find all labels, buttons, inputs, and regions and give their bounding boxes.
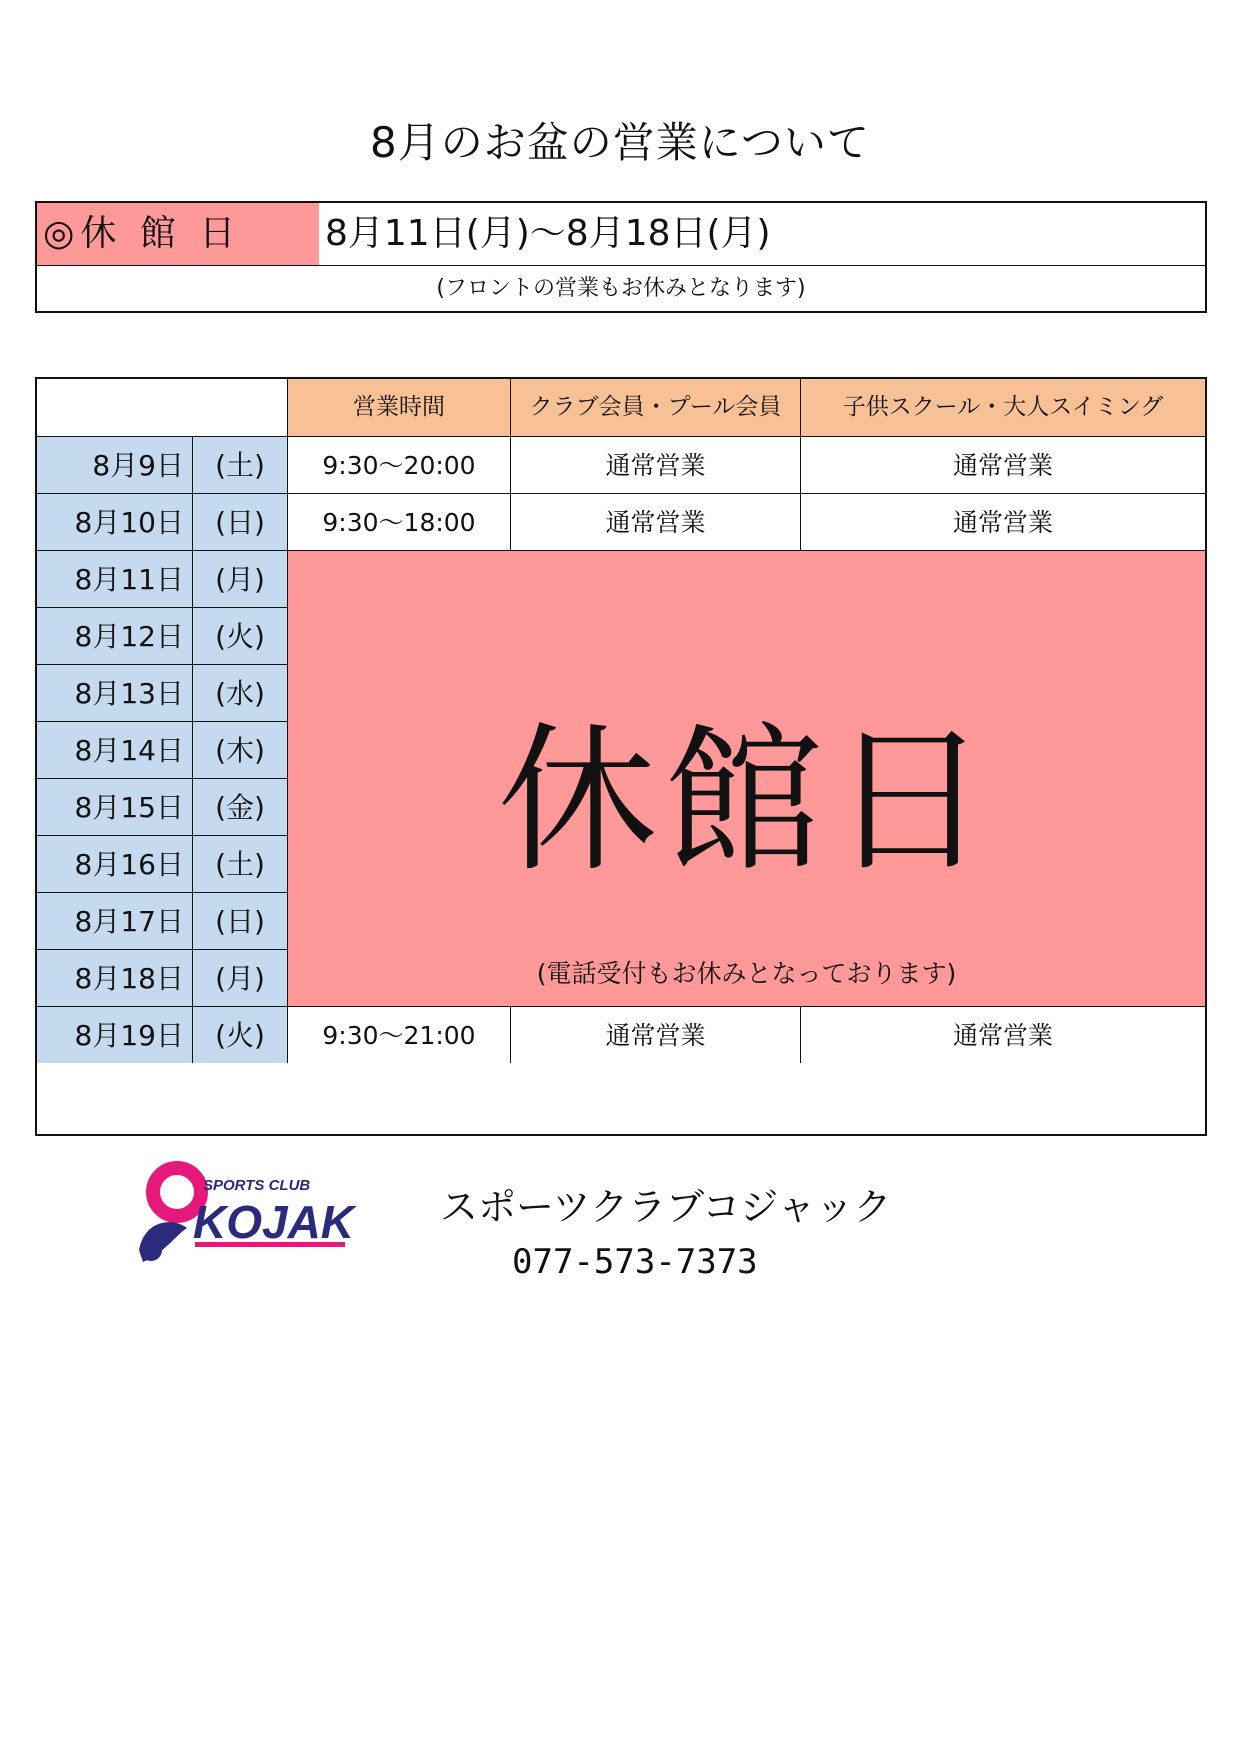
- weekday-cell: (月): [192, 949, 287, 1006]
- school-status-cell: 通常営業: [800, 436, 1205, 493]
- weekday-cell: (日): [192, 493, 287, 550]
- kojak-logo: [135, 1158, 375, 1270]
- date-cell: 8月14日: [37, 721, 192, 778]
- weekday-cell: (木): [192, 721, 287, 778]
- club-phone: 077-573-7373: [512, 1242, 758, 1282]
- schedule-table: [35, 377, 1207, 1136]
- closure-summary-box: [35, 201, 1207, 313]
- header-2: クラブ会員・プール会員: [510, 379, 800, 436]
- club-status-cell: 通常営業: [510, 436, 800, 493]
- weekday-cell: (月): [192, 550, 287, 607]
- closure-summary-row: [37, 203, 1205, 266]
- table-corner-cell: [37, 379, 287, 436]
- closed-note: (電話受付もお休みとなっております): [536, 959, 957, 988]
- date-cell: 8月16日: [37, 835, 192, 892]
- logo-small-text: SPORTS CLUB: [203, 1177, 311, 1194]
- club-status-cell: 通常営業: [510, 1006, 800, 1063]
- date-cell: 8月15日: [37, 778, 192, 835]
- header-3: 子供スクール・大人スイミング: [800, 379, 1205, 436]
- header-1: 営業時間: [287, 379, 510, 436]
- weekday-cell: (土): [192, 835, 287, 892]
- school-status-cell: 通常営業: [800, 1006, 1205, 1063]
- club-status-cell: 通常営業: [510, 493, 800, 550]
- closure-date-range: 8月11日(月)～8月18日(月): [325, 213, 771, 254]
- hours-cell: 9:30～18:00: [287, 493, 510, 550]
- weekday-cell: (火): [192, 607, 287, 664]
- closure-note: (フロントの営業もお休みとなります): [436, 276, 806, 301]
- closed-block: [287, 550, 1205, 1006]
- date-cell: 8月11日: [37, 550, 192, 607]
- date-cell: 8月13日: [37, 664, 192, 721]
- date-cell: 8月9日: [37, 436, 192, 493]
- weekday-cell: (土): [192, 436, 287, 493]
- hours-cell: 9:30～21:00: [287, 1006, 510, 1063]
- weekday-cell: (火): [192, 1006, 287, 1063]
- closure-label: ◎休 館 日: [37, 203, 319, 265]
- date-cell: 8月10日: [37, 493, 192, 550]
- date-cell: 8月19日: [37, 1006, 192, 1063]
- school-status-cell: 通常営業: [800, 493, 1205, 550]
- date-cell: 8月18日: [37, 949, 192, 1006]
- hours-cell: 9:30～20:00: [287, 436, 510, 493]
- date-cell: 8月17日: [37, 892, 192, 949]
- page-title: 8月のお盆の営業について: [370, 118, 870, 167]
- logo-big-text: KOJAK: [193, 1196, 355, 1248]
- date-cell: 8月12日: [37, 607, 192, 664]
- weekday-cell: (金): [192, 778, 287, 835]
- weekday-cell: (日): [192, 892, 287, 949]
- weekday-cell: (水): [192, 664, 287, 721]
- club-name: スポーツクラブコジャック: [440, 1185, 892, 1229]
- closed-label: 休館日: [497, 707, 996, 894]
